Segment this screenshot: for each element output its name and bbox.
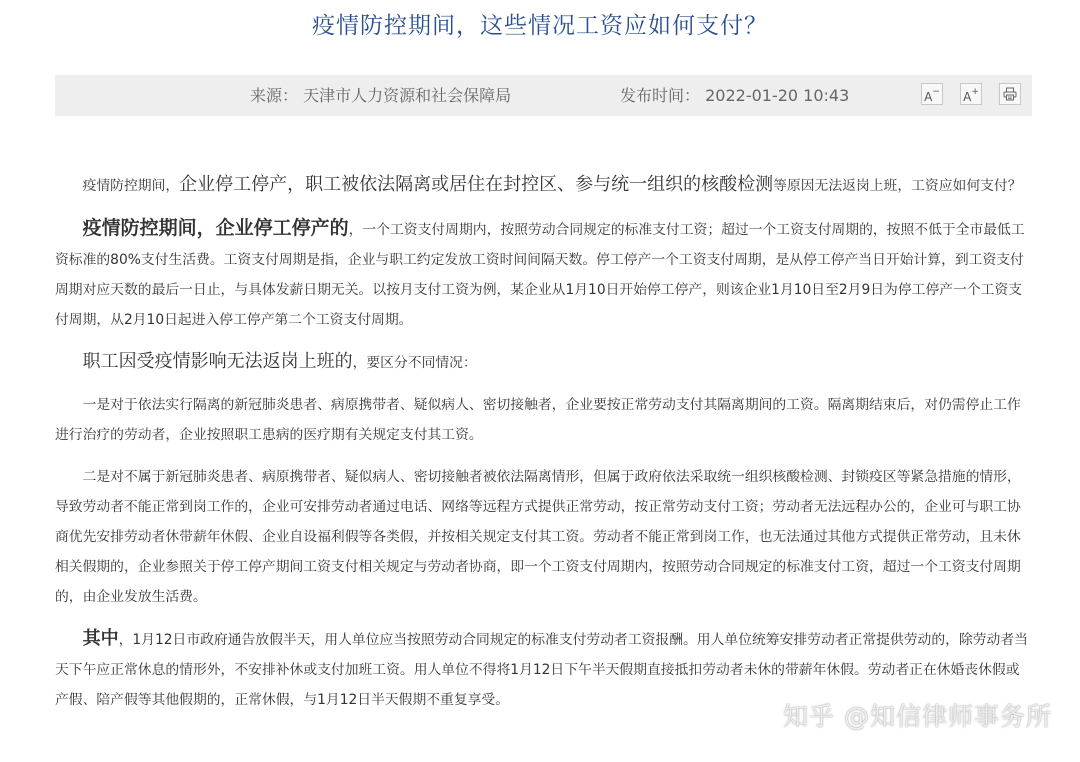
article-meta-bar bbox=[55, 75, 1032, 116]
article-source bbox=[250, 86, 511, 106]
article-publish-time bbox=[620, 86, 849, 106]
paragraph-unable-return: 职工因受疫情影响无法返岗上班的，要区分不同情况： bbox=[82, 351, 477, 372]
paragraph-shutdown: 疫情防控期间，企业停工停产的，一个工资支付周期内，按照劳动合同规定的标准支付工资；超过一个工资支付周期的，按照不低于全市最低工资标准的80%支付生活费。工资支付周期是指，企业与职工约定发放工资时间间隔天数。停工停产一个工资支付周期，是从停工停产当日开始计算，到工资支付周期对应天数的最后一日止，与具体发薪日期无关。以按月支付工资为例，某企业从1月10日开始停工停产，则该企业1月10日至2月9日为停工停产一个工资支付周期，从2月10日起进入停工停产第二个工资支付周期。 bbox=[55, 217, 1025, 328]
article-title: 疫情防控期间，这些情况工资应如何支付？ bbox=[312, 13, 768, 39]
time-label: 发布时间： bbox=[620, 86, 701, 105]
paragraph-case-one: 一是对于依法实行隔离的新冠肺炎患者、病原携带者、疑似病人、密切接触者，企业要按正常劳动支付其隔离期间的工资。隔离期结束后，对仍需停止工作进行治疗的劳动者，企业按照职工患病的医疗期有关规定支付其工资。 bbox=[55, 397, 1021, 443]
source-value: 天津市人力资源和社会保障局 bbox=[303, 86, 512, 105]
paragraph-case-two: 二是对不属于新冠肺炎患者、病原携带者、疑似病人、密切接触者被依法隔离情形，但属于政府依法采取统一组织核酸检测、封锁疫区等紧急措施的情形，导致劳动者不能正常到岗工作的，企业可安排劳动者通过电话、网络等远程方式提供正常劳动，按正常劳动支付工资；劳动者无法远程办公的，企业可与职工协商优先安排劳动者休带薪年休假、企业自设福利假等各类假，并按相关规定支付其工资。劳动者不能正常到岗工作，也无法通过其他方式提供正常劳动，且未休相关假期的，企业参照关于停工停产期间工资支付相关规定与劳动者协商，即一个工资支付周期内，按照劳动合同规定的标准支付工资，超过一个工资支付周期的，由企业发放生活费。 bbox=[55, 469, 1021, 605]
watermark: 知乎 @知信律师事务所 bbox=[783, 702, 1052, 731]
print-button[interactable] bbox=[999, 83, 1021, 105]
time-value: 2022-01-20 10:43 bbox=[705, 86, 850, 105]
font-decrease-button[interactable] bbox=[921, 83, 943, 105]
paragraph-intro: 疫情防控期间，企业停工停产，职工被依法隔离或居住在封控区、参与统一组织的核酸检测等原因无法返岗上班，工资应如何支付？ bbox=[82, 174, 1022, 195]
paragraph-holiday: 其中，1月12日市政府通告放假半天，用人单位应当按照劳动合同规定的标准支付劳动者工资报酬。用人单位统筹安排劳动者正常提供劳动的，除劳动者当天下午应正常休息的情形外，不安排补休或支付加班工资。用人单位不得将1月12日下午半天假期直接抵扣劳动者未休的带薪年休假。劳动者正在休婚丧休假或产假、陪产假等其他假期的，正常休假，与1月12日半天假期不重复享受。 bbox=[55, 628, 1028, 708]
printer-icon bbox=[1003, 87, 1017, 101]
article-body bbox=[55, 170, 1032, 727]
font-increase-button[interactable] bbox=[960, 83, 982, 105]
font-decrease-icon: A− bbox=[924, 87, 940, 104]
font-increase-icon: A+ bbox=[963, 87, 979, 104]
source-label: 来源： bbox=[250, 86, 299, 105]
